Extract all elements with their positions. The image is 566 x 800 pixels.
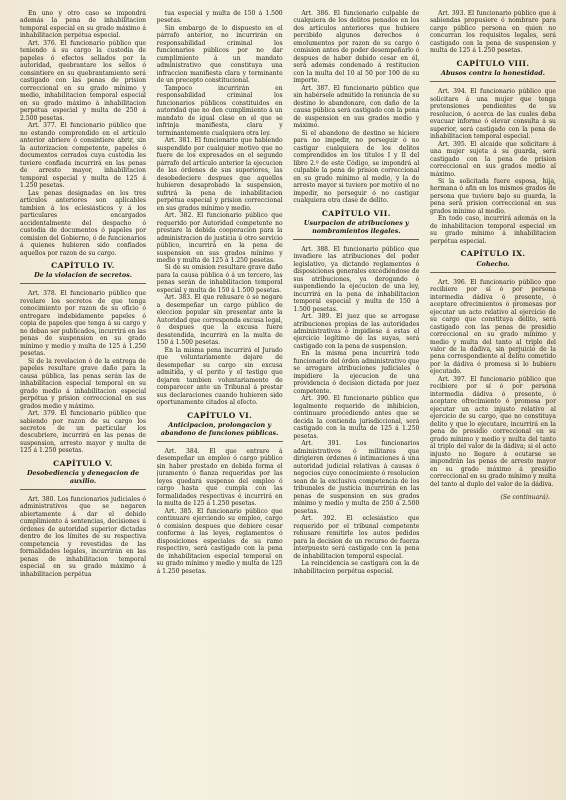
chapter-heading: CAPÍTULO V. [53,458,113,468]
article-paragraph: Art. 376. El funcionario público que teniendo á su cargo la custodia de papeles ó efectos sellados por la autoridad, quebrantare los sellos ó consintiere en su quebrantamiento será castigado con las penas de prision correccional en su grado mínimo y medio, inhabilitacion temporal especial en su grado máximo á inhabilitacion perpétua especial y multa de 250 á 2.500 pesetas. [20,39,146,122]
article-paragraph: Art. 383. El que rehusare ó se negare a desempeñar un cargo público de eleccion popular sin presentar ante la Autoridad que corresponda excusa legal, ó despues que la excusa fuere desatendida, incurrirá en la multa de 150 á 1.500 pesetas. [156,294,283,347]
chapter-subtitle: Abusos contra la honestidad. [430,70,556,82]
article-paragraph: En la misma pena incurrirá el Jurado que voluntariamente dejare de desempeñar su cargo sin excusa admitida, y el perito y el testigo que dejaren tambien voluntariamente de comparecer ante un Tribunal á prestar sus declaraciones cuando hubieren sido oportunamente citados al efecto. [156,346,283,407]
article-paragraph: En uno y otro caso se impondrá además la pena de inhabilitacion temporal especial en su grado máximo á inhabilitacion perpétua especial. [20,10,146,40]
article-paragraph: Art. 389. El juez que se arrogase atribuciones propias de las autoridades administrativas ó impidiese á estas el ejercicio legítimo de las suyas, será castigado con la pena de suspension. [293,313,420,350]
article-paragraph: Art. 392. El eclesiástico que requerido por el tribunal competente rehusare remitirle los autos pedidos para la decision de un recurso de fuerza interpuesto será castigado con la pena de inhabilitacion temporal especial. [293,515,420,560]
chapter-heading: CAPÍTULO IX. [460,249,526,259]
column-3 [293,10,419,792]
chapter-subtitle: Desobediencia y denegacion de auxilio. [20,470,146,490]
article-paragraph: Las penas designadas en los tres artículos anteriores son aplicables tambien á los eclesiásticos y á los particulares encargados accidentalmente del despacho ó custodia de documentos ó papeles por comision del Gobierno, ó de funcionarios á quienes hubieren sido confiados aquellos por razon de su cargo. [20,189,146,257]
column-4 [430,10,556,792]
article-paragraph: Art. 386. El funcionario culpable de cualquiera de los delitos penados en los dos artículos anteriores que hubiere percibido algunos derechos ó emolumentos por razon de su cargo ó comision antes de poder desempeñarlo ó despues de haber debido cesar en él, será además condenado á restitucion con la multa del 10 al 50 por 100 de su importe. [293,10,420,85]
article-paragraph: Art. 393. El funcionario público que á sabiendas propusiere ó nombrare para cargo público persona en quien no concurran los requisitos legales, será castigado con la pena de suspension y multa de 125 á 1.250 pesetas. [429,10,556,55]
article-paragraph: Art. 390. El funcionario público que legalmente requerido de inhibicion, continuare procediendo antes que se decida la contienda jurisdiccional, será castigado con la multa de 125 á 1.250 pesetas. [293,395,420,440]
article-paragraph: Art. 382. El funcionario público que requerido por Autoridad competente no prestare la debida cooperacion para la administracion de justicia ú otro servicio público, incurrirá en la pena de suspension en sus grados mínimo y medio y multa de 125 á 1.250 pesetas. [156,212,283,264]
chapter-heading: CAPÍTULO VIII. [456,58,530,68]
chapter-heading: CAPÍTULO IV. [51,260,115,270]
article-paragraph: En la misma pena incurrirá todo funcionario del órden administrativo que se arrogare atribuciones judiciales ó impidiere la ejecucion de una providencia ó decision dictada por juez competente. [293,350,420,395]
article-paragraph: Art. 377. El funcionario público que no estando comprendido en el artículo anterior abriere ó consintiere abrir, sin la autorizacion competente, papeles ó documentos cerrados cuya custodia les tuviere confiada incurrirá en las penas de arresto mayor, inhabilitacion temporal especial y multa de 125 á 1.250 pesetas. [20,122,146,190]
article-paragraph: Art. 397. El funcionario público que recibiere por sí ó por persona intermedia dádiva ó presente, ó aceptare ofrecimiento ó promesa por ejecutar un acto injusto relativo al ejercicio de su cargo, que no constituya delito y que lo ejecutare, incurrirá en la pena de presidio correccional en su grado mínimo y medio y multa del tanto al triplo del valor de la dádiva; si el acto injusto no llegare á ecutarse se impondrán las penas de arresto mayor en su grado máximo á presidio correccional en su grado mínimo y multa del tanto al duplo del valor de la dádiva. [429,375,556,488]
article-paragraph: Art. 384. El que entrare á desempeñar un empleo ó cargo público sin haber prestado en debida forma el juramento ó fianza requeridas por las leyes quedará suspenso del empleo ó cargo hasta que cumpla con las formalidades respectivas é incurrirá en la multa de 125 á 1.250 pesetas. [156,447,283,508]
article-paragraph: Si la solicitada fuere esposa, hija, hermana ó afin en los mismos grados de persona que tuviere bajo su guarda, la pena será prision correccional en sus grados mínimo al medio. [429,178,556,215]
article-paragraph: Art. 380. Los funcionarios judiciales ó administrativos que se negaren abiertamente á dar el debido cumplimiento á sentencias, decisiones ú órdenes de autoridad superior dictadas dentro de los límites de su respectiva competencia y revestidas de las formalidades legales, incurrirán en las penas de inhabilitacion temporal especial en su grado máximo á inhabilitacion perpétua [20,496,146,578]
columns-container [20,10,556,792]
chapter-subtitle: Cohecho. [430,261,556,273]
article-paragraph: Art. 396. El funcionario público que recibiere por sí ó por persona intermedia dádiva ó presente, ó aceptare ofrecimientos ó promesas por ejecutar un acto relativo al ejercicio de su cargo que constituya delito, será castigado con las penas de presidio correccional en su grado mínimo y medio y multa del tanto al triple del valor de la dádiva, sin perjuicio de la pena correspondiente al delito cometido por la dádiva ó promesa si lo hubiere ejecutado. [429,278,556,376]
article-paragraph: Art. 378. El funcionario público que revelare los secretos de que tenga conocimiento por razon de su oficio ó entregare indebidamente papeles ó copia de papeles que tenga á su cargo y no deban ser publicados, incurrirá en las penas de suspension en su grado mínimo y medio y multa de 125 á 1.250 pesetas. [20,290,146,358]
chapter-heading: CAPÍTULO VI. [187,410,253,420]
article-paragraph: La reincidencia se castigará con la de inhabilitacion perpétua especial. [293,560,420,575]
column-1 [20,10,146,792]
article-paragraph: En todo caso, incurrirá además en la de inhabilitacion temporal especial en su grado mínimo á inhabilitacion perpétua especial. [429,215,556,245]
chapter-subtitle: De la violacion de secretos. [20,272,146,284]
article-paragraph: Si el abandono de destino se hiciere para no impedir, no perseguir ó no castigar cualquiera de los delitos comprendidos en los títulos I y II del libro 2.º de este Código, se impondrá al culpable la pena de prision correccional en su grado mínimo al medio, y la de arresto mayor si tuviere por motivo el no impedir, no perseguir ó no castigar cualquiera otra clase de delito. [293,129,420,205]
article-paragraph: Art. 391. Los funcionarios administrativos ó militares que dirigieren órdenes ó intimaciones á una autoridad judicial relativas á causas ó negocios cuyo conocimiento ó resolucion sean de la exclusiva competencia de los tribunales de justicia incurrirán en las penas de suspension en sus grados mínimo y medio y multa de 250 á 2.500 pesetas. [293,440,420,515]
article-paragraph: tua especial y multa de 150 á 1.500 pesetas. [156,10,283,25]
article-paragraph: Tampoco incurrirán en responsabilidad criminal los funcionarios públicos constituidos en autoridad que no den cumplimiento á un mandato de igual clase en el que se infrinja manifiesta, clara y terminantemente cualquiera otra ley. [156,84,283,137]
continuation-note: (Se continuará). [500,494,550,502]
article-paragraph: Art. 388. El funcionario público que invadiere las atribuciones del poder legislativo, ya dictando reglamentos ó disposiciones generales excediéndose de sus atribuciones, ya derogando ó suspendiendo la ejecucion de una ley, incurrirá en la pena de inhabilitacion temporal especial y multa de 150 á 1.500 pesetas. [293,245,420,313]
chapter-subtitle: Anticipacion, prolongacion y abandono de funciones públicas. [157,422,283,442]
article-paragraph: Art. 394. El funcionario público que solicitare á una mujer que tenga pretensiones pendientes de su resolucion, ó acerca de las cuales deba evacuar informe ó elevar consulta á su superior, será castigado con la pena de inhabilitacion temporal especial. [429,88,556,141]
column-2 [157,10,283,792]
article-paragraph: Art. 385. El funcionario público que continuare ejerciendo su empleo, cargo ó comision despues que debiere cesar conforme á las leyes, reglamentos ó disposiciones especiales de su ramo respectivo, será castigado con la pena de inhabilitacion especial temporal en su grado mínimo y medio y multa de 125 á 1.250 pesetas. [156,507,283,575]
chapter-heading: CAPÍTULO VII. [321,208,391,218]
article-paragraph: Art. 379. El funcionario público que sabiendo por razon de su cargo los secretos de un particular los descubriere, incurrirá en las penas de suspension, arresto mayor y multa de 125 á 1.250 pesetas. [20,410,146,455]
chapter-subtitle: Usurpacion de atribuciones y nombramientos ilegales. [293,220,419,240]
article-paragraph: Art. 387. El funcionario público que sin habérsele admitido la renuncia de su destino lo abandonare, con daño de la causa pública será castigado con la pena de suspension en sus grados medio y máximo. [293,84,420,130]
article-paragraph: Si de la revelacion ó de la entrega de papeles resultare grave daño para la causa pública, las penas serán las de inhabilitacion especial temporal en su grado medio á inhabilitacion especial perpétua y prision correccional en sus grados medio y máximo. [20,357,146,410]
article-paragraph: Sin embargo de lo dispuesto en el párrafo anterior, no incurrirán en responsabilidad criminal los funcionarios públicos por no dar cumplimiento á un mandato administrativo que constituya una infraccion manifiesta clara y terminante de un precepto constitucional. [156,24,283,85]
article-paragraph: Art. 381. El funcionario que habiendo suspendido por cualquier motivo que no fuere de los expresados en el segundo párrafo del artículo anterior la ejecucion de las órdenes de sus superiores, las desobedeciere despues que aquellos hubieren desaprobado la suspension, sufrirá la pena de inhabilitacion perpétua especial y prision correccional en sus grados mínimo y medio. [156,137,283,212]
article-paragraph: Art. 395. El alcaide que solicitare á una mujer sujeta á su guarda, será castigado con la pena de prision correccional en sus grados medio al máximo. [429,140,556,178]
article-paragraph: Si de su omision resultare grave daño para la causa pública ó á un tercero, las penas serán de inhabilitacion temporal especial y multa de 150 á 1.500 pesetas. [156,264,283,294]
